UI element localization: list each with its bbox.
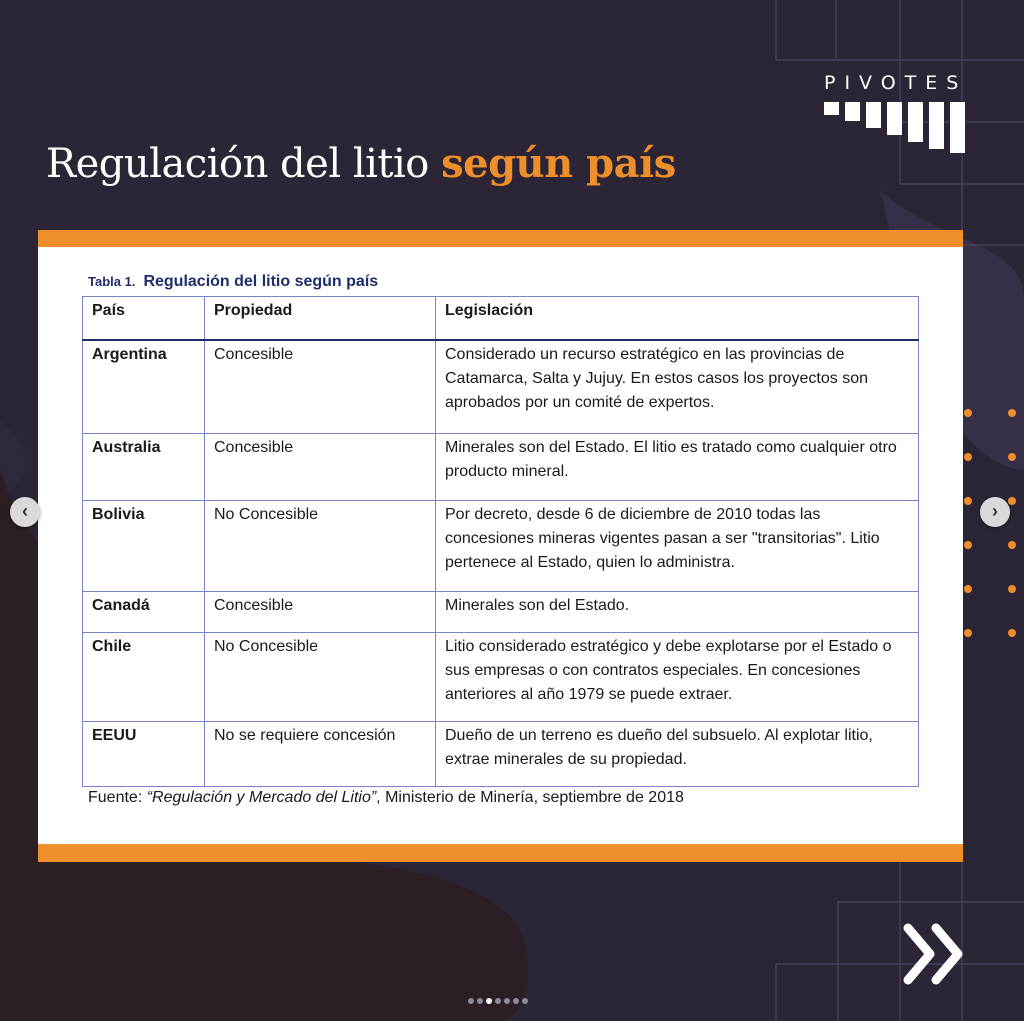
pager-dot[interactable] — [504, 998, 510, 1004]
table-caption — [88, 273, 378, 291]
cell-property: No Concesible — [205, 633, 436, 722]
table-row — [83, 633, 919, 722]
table-row — [83, 592, 919, 633]
table-row — [83, 501, 919, 592]
decor-dot — [1008, 453, 1016, 461]
pager-dot[interactable] — [513, 998, 519, 1004]
cell-legislation: Por decreto, desde 6 de diciembre de 2010 todas las concesiones mineras vigentes pasan a ser "transitorias". Litio pertenece al Estado, quien lo administra. — [436, 501, 919, 592]
title-accent: según país — [441, 140, 676, 187]
carousel-prev-button[interactable] — [10, 497, 40, 527]
pager-dot[interactable] — [522, 998, 528, 1004]
table-row — [83, 340, 919, 434]
decor-dot — [1008, 497, 1016, 505]
page-title — [46, 140, 676, 187]
table-source — [88, 789, 684, 807]
cell-country: Argentina — [83, 340, 205, 434]
title-main: Regulación del litio — [46, 141, 429, 187]
pager-dot[interactable] — [495, 998, 501, 1004]
decor-dot — [964, 409, 972, 417]
cell-legislation: Minerales son del Estado. El litio es tratado como cualquier otro producto mineral. — [436, 434, 919, 501]
cell-legislation: Minerales son del Estado. — [436, 592, 919, 633]
table-header-row — [83, 297, 919, 341]
cell-country: Canadá — [83, 592, 205, 633]
double-chevron-right-icon — [898, 918, 970, 990]
decor-dot — [1008, 409, 1016, 417]
cell-property: Concesible — [205, 340, 436, 434]
pager-dot[interactable] — [486, 998, 492, 1004]
chevron-right-icon: › — [992, 501, 998, 521]
cell-country: Chile — [83, 633, 205, 722]
source-title: “Regulación y Mercado del Litio” — [146, 789, 377, 806]
card-bottom-bar — [38, 844, 963, 862]
cell-legislation: Litio considerado estratégico y debe explotarse por el Estado o sus empresas o con contratos especiales. En concesiones anteriores al año 1979 se puede extraer. — [436, 633, 919, 722]
cell-property: No Concesible — [205, 501, 436, 592]
carousel-pager — [468, 998, 528, 1004]
pager-dot[interactable] — [468, 998, 474, 1004]
brand-name: PIVOTES — [824, 72, 968, 94]
card-top-bar — [38, 230, 963, 247]
table-row — [83, 722, 919, 787]
cell-property: Concesible — [205, 434, 436, 501]
chevron-left-icon: ‹ — [22, 501, 28, 521]
header-property: Propiedad — [205, 297, 436, 341]
decor-dot — [964, 541, 972, 549]
cell-country: Bolivia — [83, 501, 205, 592]
cell-country: EEUU — [83, 722, 205, 787]
header-legislation: Legislación — [436, 297, 919, 341]
header-country: País — [83, 297, 205, 341]
bar-steps-icon — [824, 102, 974, 154]
decor-dot — [1008, 541, 1016, 549]
cell-property: No se requiere concesión — [205, 722, 436, 787]
decor-dot — [964, 629, 972, 637]
caption-title: Regulación del litio según país — [143, 273, 379, 290]
decor-dot — [1008, 585, 1016, 593]
cell-property: Concesible — [205, 592, 436, 633]
source-suffix: , Ministerio de Minería, septiembre de 2018 — [376, 789, 684, 806]
decor-dot — [964, 585, 972, 593]
carousel-next-button[interactable] — [980, 497, 1010, 527]
caption-number: Tabla 1. — [88, 274, 136, 289]
table-card — [38, 230, 963, 862]
decor-dot — [964, 497, 972, 505]
cell-legislation: Dueño de un terreno es dueño del subsuelo. Al explotar litio, extrae minerales de su propiedad. — [436, 722, 919, 787]
table-row — [83, 434, 919, 501]
pager-dot[interactable] — [477, 998, 483, 1004]
cell-legislation: Considerado un recurso estratégico en las provincias de Catamarca, Salta y Jujuy. En estos casos los proyectos son aprobados por un comité de expertos. — [436, 340, 919, 434]
regulation-table — [82, 296, 919, 787]
decor-dot — [1008, 629, 1016, 637]
cell-country: Australia — [83, 434, 205, 501]
decor-dot — [964, 453, 972, 461]
source-prefix: Fuente: — [88, 789, 143, 806]
